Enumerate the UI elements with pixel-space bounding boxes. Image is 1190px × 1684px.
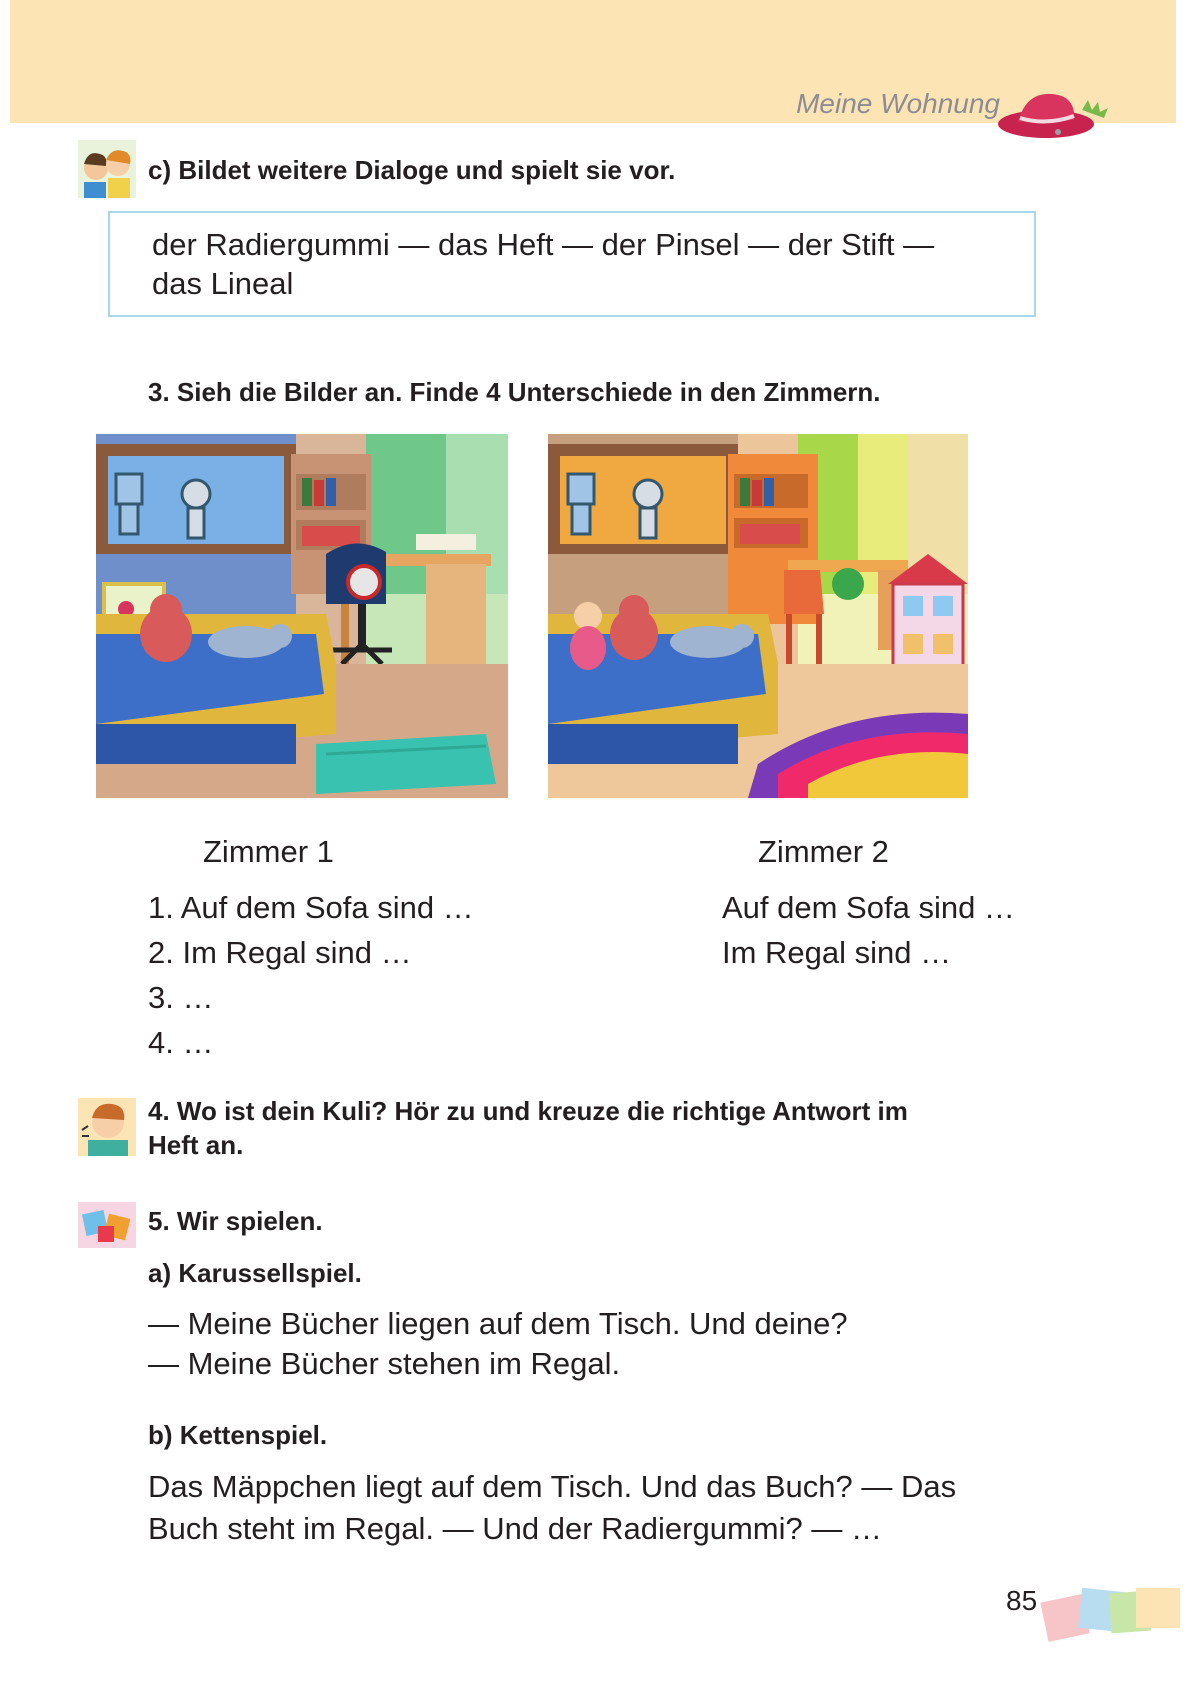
task-5b-heading: b) Kettenspiel. [148,1420,328,1450]
word-box-line-1: der Radiergummi — das Heft — der Pinsel — der Stift — [152,227,935,262]
task-4-heading-line-2: Heft an. [148,1130,244,1160]
word-box [108,211,1036,317]
list-item: 2. Im Regal sind … [148,935,412,970]
room-2-list [722,885,1015,975]
listening-child-icon [78,1098,136,1156]
word-box-text [152,225,1012,303]
chapter-title: Meine Wohnung [796,88,1000,119]
task-5a-dialogue [148,1304,848,1384]
room-2-illustration [548,434,968,798]
room-1-title: Zimmer 1 [203,834,334,869]
word-box-line-2: das Lineal [152,266,294,301]
decorative-cards-icon [1040,1584,1180,1664]
page-number: 85 [1006,1585,1038,1616]
room-2-title: Zimmer 2 [758,834,889,869]
list-item: Im Regal sind … [722,935,952,970]
two-children-icon [78,140,136,198]
task-4-heading [148,1094,908,1162]
room-1-list [148,885,474,1065]
hat-icon [996,86,1116,146]
task-5a-line-2: — Meine Bücher stehen im Regal. [148,1346,621,1381]
task-5b-line-1: Das Mäppchen liegt auf dem Tisch. Und das Buch? — Das [148,1469,957,1504]
list-item: 4. … [148,1025,214,1060]
list-item: Auf dem Sofa sind … [722,890,1015,925]
room-1-illustration [96,434,508,798]
task-5b-text [148,1466,956,1550]
task-5b-line-2: Buch steht im Regal. — Und der Radiergummi? — … [148,1511,882,1546]
task-4-heading-line-1: 4. Wo ist dein Kuli? Hör zu und kreuze die richtige Antwort im [148,1096,908,1126]
task-5-heading: 5. Wir spielen. [148,1206,323,1236]
list-item: 1. Auf dem Sofa sind … [148,890,474,925]
task-3-heading: 3. Sieh die Bilder an. Finde 4 Unterschiede in den Zimmern. [148,377,881,407]
task-5a-heading: a) Karussellspiel. [148,1258,362,1288]
task-5a-line-1: — Meine Bücher liegen auf dem Tisch. Und deine? [148,1306,848,1341]
game-cubes-icon [78,1202,136,1248]
task-2c-heading: c) Bildet weitere Dialoge und spielt sie vor. [148,155,676,185]
list-item: 3. … [148,980,214,1015]
